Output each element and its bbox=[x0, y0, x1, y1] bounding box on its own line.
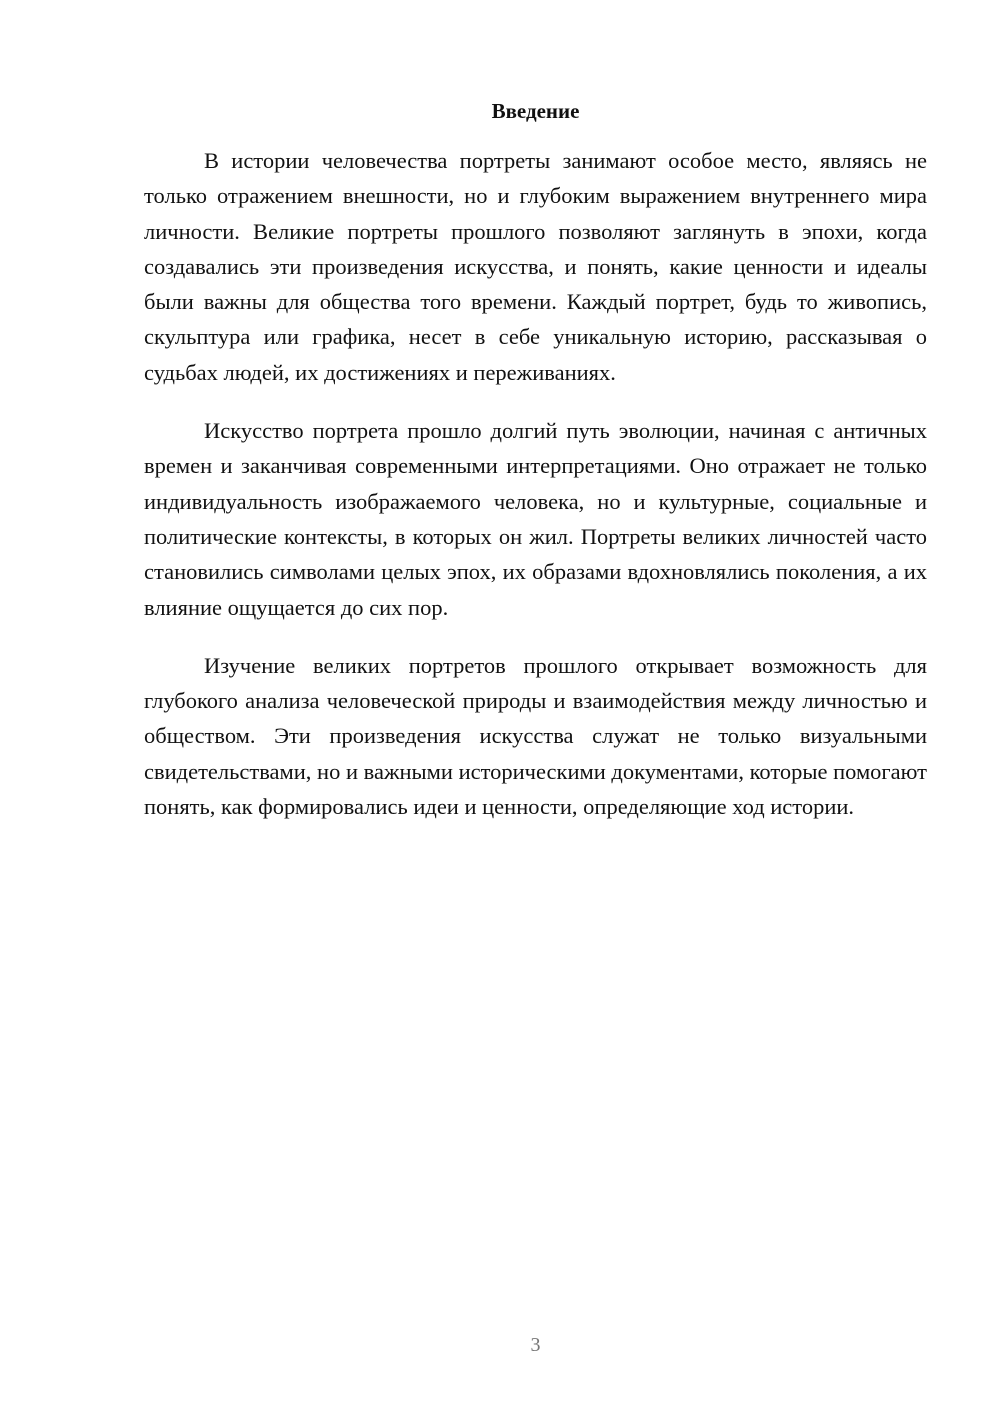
section-heading: Введение bbox=[491, 99, 580, 123]
page-number: 3 bbox=[530, 1334, 541, 1356]
paragraph-3: Изучение великих портретов прошлого открывает возможность для глубокого анализа человеческой природы и взаимодействия между личностью и обществом. Эти произведения искусства служат не только визуальными свидетельствами, но и важными историческими документами, которые помогают понять, как формировались идеи и ценности, определяющие ход истории. bbox=[144, 652, 927, 820]
body-text bbox=[144, 143, 927, 847]
paragraph-1: В истории человечества портреты занимают особое место, являясь не только отражением внешности, но и глубоким выражением внутреннего мира личности. Великие портреты прошлого позволяют заглянуть в эпохи, когда создавались эти произведения искусства, и понять, какие ценности и идеалы были важны для общества того времени. Каждый портрет, будь то живопись, скульптура или графика, несет в себе уникальную историю, рассказывая о судьбах людей, их достижениях и переживаниях. bbox=[144, 148, 927, 385]
paragraph-2: Искусство портрета прошло долгий путь эволюции, начиная с античных времен и заканчивая современными интерпретациями. Оно отражает не только индивидуальность изображаемого человека, но и культурные, социальные и политические контексты, в которых он жил. Портреты великих личностей часто становились символами целых эпох, их образами вдохновлялись поколения, а их влияние ощущается до сих пор. bbox=[144, 418, 927, 620]
